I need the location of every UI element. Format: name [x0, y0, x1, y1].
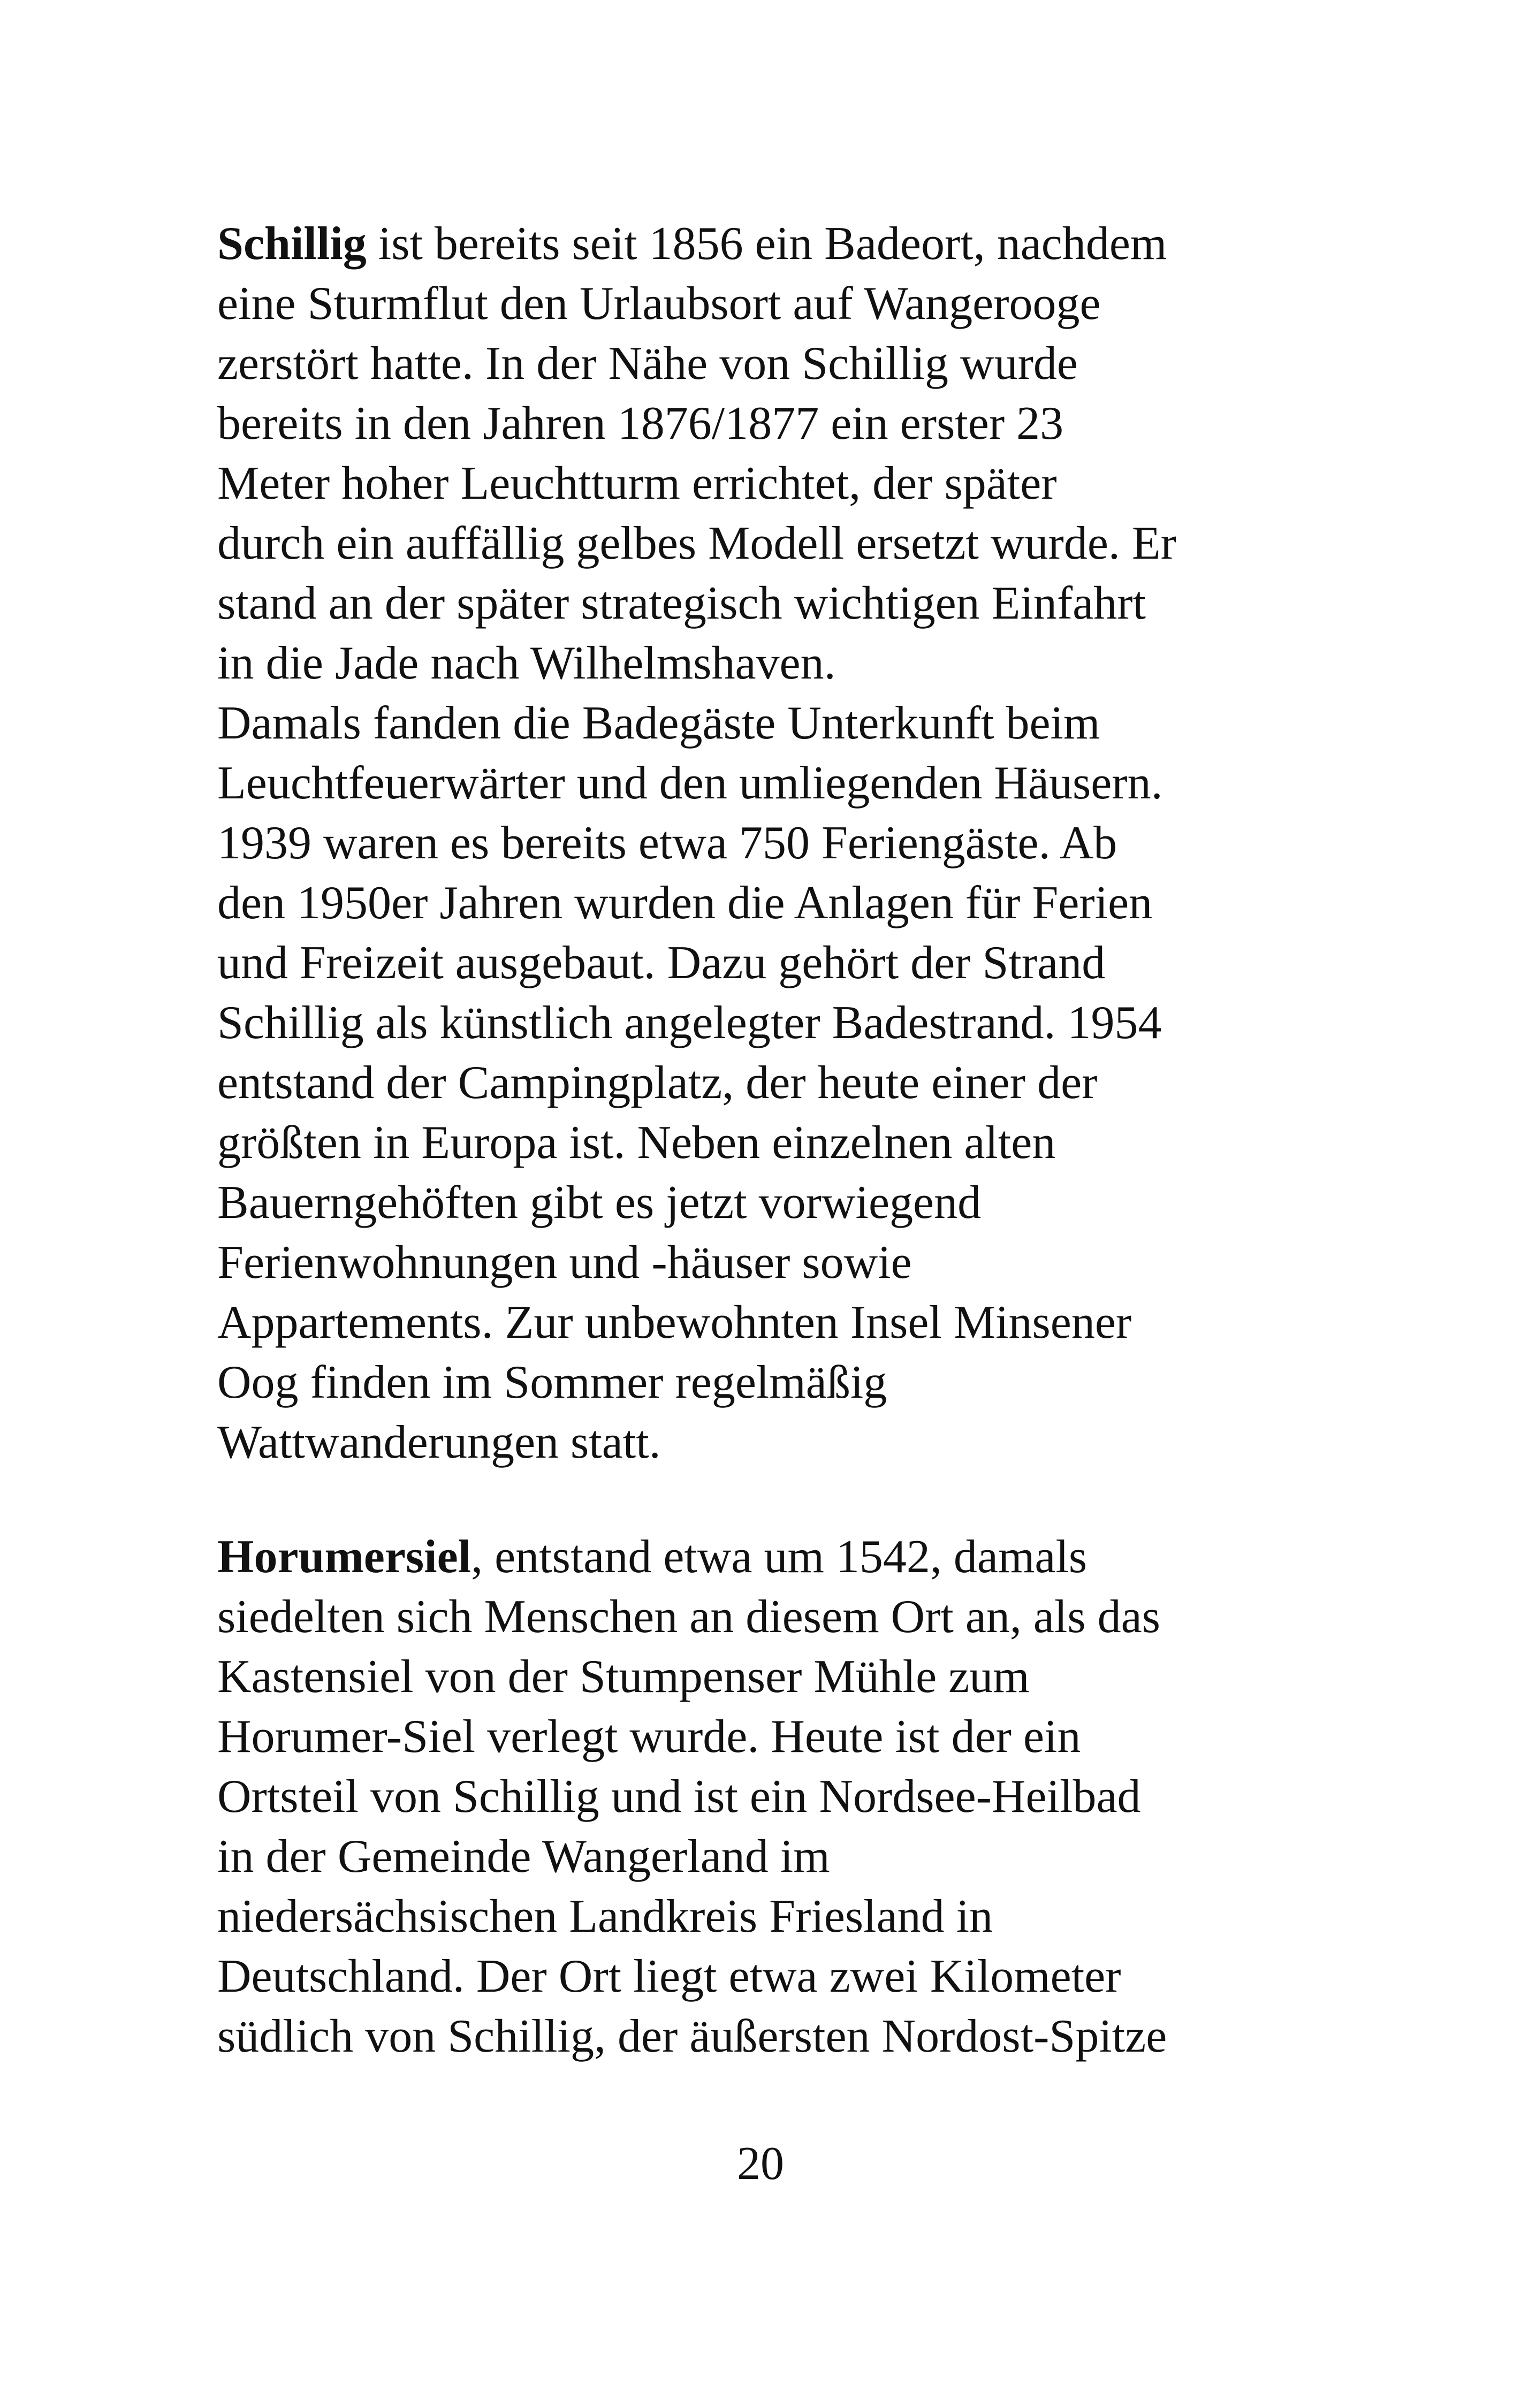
text-line: Schillig als künstlich angelegter Badestrand. 1954 [217, 997, 1162, 1049]
text-line: Horumersiel, entstand etwa um 1542, damals [217, 1531, 1087, 1583]
text-line: Bauerngehöften gibt es jetzt vorwiegend [217, 1177, 982, 1229]
paragraph-horumersiel [217, 1527, 1298, 2067]
text-line: Schillig ist bereits seit 1856 ein Badeort, nachdem [217, 218, 1167, 270]
page-number: 20 [737, 2138, 784, 2190]
text-line: den 1950er Jahren wurden die Anlagen für Ferien [217, 877, 1153, 929]
text-line: entstand der Campingplatz, der heute einer der [217, 1057, 1098, 1109]
text-line: Oog finden im Sommer regelmäßig [217, 1357, 887, 1408]
text-line: Kastensiel von der Stumpenser Mühle zum [217, 1651, 1030, 1703]
text-line: Damals fanden die Badegäste Unterkunft beim [217, 697, 1100, 749]
text-line: größten in Europa ist. Neben einzelnen alten [217, 1117, 1056, 1169]
text-line: stand an der später strategisch wichtigen Einfahrt [217, 577, 1146, 629]
text-line: Deutschland. Der Ort liegt etwa zwei Kilometer [217, 1950, 1121, 2002]
text-line: niedersächsischen Landkreis Friesland in [217, 1891, 993, 1942]
term-schillig: Schillig [217, 218, 367, 270]
text-line: siedelten sich Menschen an diesem Ort an, als das [217, 1591, 1160, 1643]
text-line: bereits in den Jahren 1876/1877 ein erster 23 [217, 398, 1064, 449]
text-line: in der Gemeinde Wangerland im [217, 1831, 830, 1883]
text-line: und Freizeit ausgebaut. Dazu gehört der Strand [217, 937, 1106, 989]
text-line: Ferienwohnungen und -häuser sowie [217, 1237, 912, 1289]
text-line: Wattwanderungen statt. [217, 1416, 661, 1468]
text-line: in die Jade nach Wilhelmshaven. [217, 637, 836, 689]
text-line: südlich von Schillig, der äußersten Nordost-Spitze [217, 2010, 1167, 2062]
text-line: Meter hoher Leuchtturm errichtet, der später [217, 458, 1057, 509]
text-line: Ortsteil von Schillig und ist ein Nordsee-Heilbad [217, 1771, 1141, 1823]
text-line: Appartements. Zur unbewohnten Insel Minsener [217, 1297, 1132, 1348]
term-horumersiel: Horumersiel [217, 1531, 471, 1583]
text-line: Horumer-Siel verlegt wurde. Heute ist der ein [217, 1711, 1081, 1763]
paragraph-schillig [217, 214, 1298, 1473]
text-line: durch ein auffällig gelbes Modell ersetzt wurde. Er [217, 517, 1176, 569]
text-line: eine Sturmflut den Urlaubsort auf Wangerooge [217, 278, 1101, 330]
text-line: 1939 waren es bereits etwa 750 Feriengäste. Ab [217, 817, 1117, 869]
text-line: zerstört hatte. In der Nähe von Schillig wurde [217, 338, 1078, 390]
text-line: Leuchtfeuerwärter und den umliegenden Häusern. [217, 757, 1163, 809]
